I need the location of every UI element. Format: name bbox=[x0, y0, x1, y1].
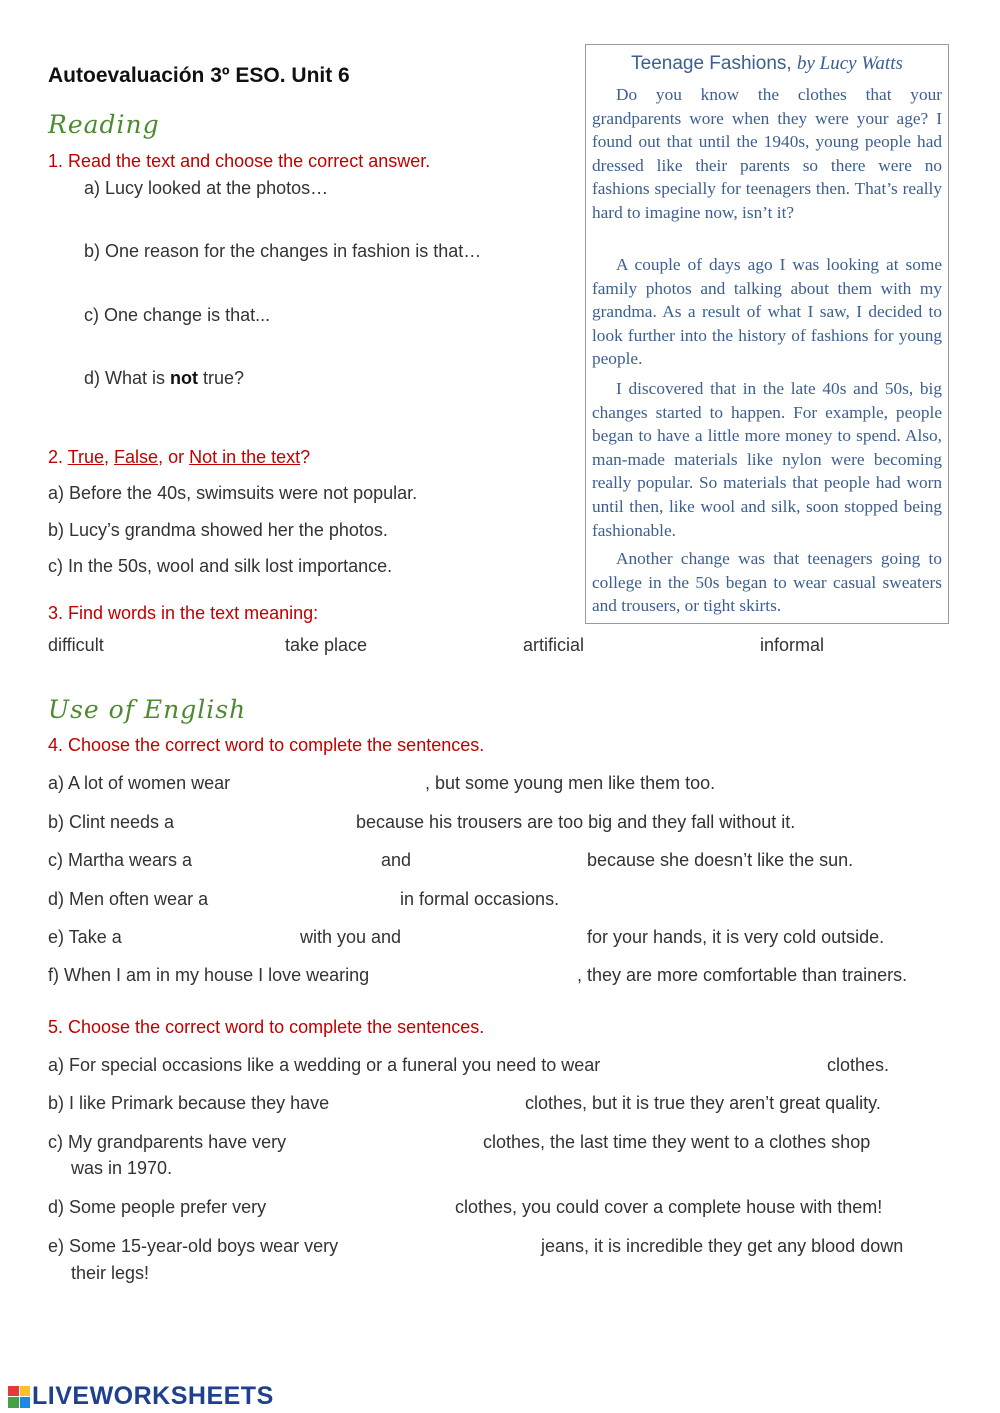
page-title: Autoevaluación 3º ESO. Unit 6 bbox=[48, 64, 350, 87]
q4-c-text: and bbox=[381, 850, 412, 870]
q4-f-text: f) When I am in my house I love wearing bbox=[48, 965, 370, 985]
q4-f-text: , they are more comfortable than trainers. bbox=[577, 965, 908, 985]
article-paragraph: Another change was that teenagers going to college in the 50s began to wear casual sweaters and trousers, or tight skirts. bbox=[592, 549, 942, 616]
article-title: Teenage Fashions, by Lucy Watts bbox=[631, 53, 903, 74]
q4-e-text: e) Take a bbox=[48, 927, 122, 947]
q4-f-blank[interactable] bbox=[410, 962, 570, 989]
q5-a-blank[interactable] bbox=[656, 1052, 820, 1079]
q4-d-blank[interactable] bbox=[234, 886, 394, 913]
question-2-item-a: a) Before the 40s, swimsuits were not popular. bbox=[48, 483, 418, 503]
question-5-title: 5. Choose the correct word to complete the sentences. bbox=[48, 1017, 485, 1037]
q5-a-text: clothes. bbox=[827, 1055, 890, 1075]
q5-c-text: clothes, the last time they went to a clothes shop bbox=[483, 1132, 871, 1152]
logo-square bbox=[20, 1386, 31, 1397]
liveworksheets-logo[interactable] bbox=[8, 1382, 274, 1411]
question-1-item-d: d) What is not true? bbox=[84, 368, 245, 388]
question-1-item-b: b) One reason for the changes in fashion is that… bbox=[84, 241, 482, 261]
section-heading-reading: Reading bbox=[48, 110, 160, 139]
article-author: by Lucy Watts bbox=[796, 53, 903, 74]
q5-d-blank[interactable] bbox=[294, 1194, 448, 1221]
q4-a-blank[interactable] bbox=[262, 770, 422, 797]
q5-e-blank[interactable] bbox=[370, 1233, 534, 1260]
q5-b-text: clothes, but it is true they aren’t great quality. bbox=[525, 1093, 881, 1113]
q4-c-text: c) Martha wears a bbox=[48, 850, 193, 870]
logo-square bbox=[8, 1397, 19, 1408]
logo-text: LIVEWORKSHEETS bbox=[32, 1382, 274, 1410]
question-1-item-c: c) One change is that... bbox=[84, 305, 271, 325]
question-3-word: artificial bbox=[523, 635, 585, 655]
q4-c-blank-2[interactable] bbox=[420, 847, 580, 874]
q4-b-text: because his trousers are too big and they fall without it. bbox=[356, 812, 796, 832]
q4-b-text: b) Clint needs a bbox=[48, 812, 175, 832]
q4-e-blank-1[interactable] bbox=[134, 924, 294, 951]
question-2-item-c: c) In the 50s, wool and silk lost importance. bbox=[48, 556, 393, 576]
logo-square bbox=[8, 1386, 19, 1397]
question-3-word: take place bbox=[285, 635, 368, 655]
article-paragraph: Do you know the clothes that your grandparents wore when they were your age? I found out that until the 1940s, young people had dressed like their parents so there were no fashions specially for teenagers then. That’s really hard to imagine now, isn’t it? bbox=[592, 85, 942, 222]
q5-b-blank[interactable] bbox=[358, 1090, 518, 1117]
q4-e-text: with you and bbox=[300, 927, 402, 947]
question-3-word: difficult bbox=[48, 635, 104, 655]
question-2-item-b: b) Lucy’s grandma showed her the photos. bbox=[48, 520, 388, 540]
section-heading-use-of-english: Use of English bbox=[48, 695, 247, 724]
q5-c-text: c) My grandparents have very bbox=[48, 1132, 287, 1152]
q4-c-text: because she doesn’t like the sun. bbox=[587, 850, 854, 870]
q4-a-text: , but some young men like them too. bbox=[425, 773, 716, 793]
q4-b-blank[interactable] bbox=[190, 809, 350, 836]
logo-grid-icon bbox=[8, 1386, 30, 1408]
question-2-title: 2. True, False, or Not in the text? bbox=[48, 447, 311, 467]
question-3-word: informal bbox=[760, 635, 825, 655]
q4-d-text: in formal occasions. bbox=[400, 889, 560, 909]
reading-text-box bbox=[585, 44, 949, 624]
q4-e-blank-2[interactable] bbox=[420, 924, 580, 951]
q5-c-blank[interactable] bbox=[318, 1129, 478, 1156]
question-1-item-a: a) Lucy looked at the photos… bbox=[84, 178, 329, 198]
article-paragraph: I discovered that in the late 40s and 50s, big changes started to happen. For example, people began to have a little more money to spend. Also, man-made materials like nylon were becoming really popular. So materials that people had worn until then, like wool and silk, soon stopped being fashionable. bbox=[592, 379, 942, 540]
q5-e-text: e) Some 15-year-old boys wear very bbox=[48, 1236, 339, 1256]
q5-e-text: their legs! bbox=[71, 1263, 150, 1283]
q5-d-text: d) Some people prefer very bbox=[48, 1197, 267, 1217]
q4-e-text: for your hands, it is very cold outside. bbox=[587, 927, 885, 947]
q4-a-text: a) A lot of women wear bbox=[48, 773, 231, 793]
question-1-title: 1. Read the text and choose the correct answer. bbox=[48, 151, 431, 171]
article-paragraph: A couple of days ago I was looking at some family photos and talking about them with my grandma. As a result of what I saw, I decided to look further into the history of fashions for young people. bbox=[592, 255, 942, 369]
q5-b-text: b) I like Primark because they have bbox=[48, 1093, 330, 1113]
q5-a-text: a) For special occasions like a wedding or a funeral you need to wear bbox=[48, 1055, 601, 1075]
question-3-title: 3. Find words in the text meaning: bbox=[48, 603, 319, 623]
q5-d-text: clothes, you could cover a complete house with them! bbox=[455, 1197, 883, 1217]
logo-square bbox=[20, 1397, 31, 1408]
q4-d-text: d) Men often wear a bbox=[48, 889, 209, 909]
q5-c-text: was in 1970. bbox=[71, 1158, 173, 1178]
q5-e-text: jeans, it is incredible they get any blood down bbox=[541, 1236, 904, 1256]
q4-c-blank-1[interactable] bbox=[214, 847, 374, 874]
question-4-title: 4. Choose the correct word to complete the sentences. bbox=[48, 735, 485, 755]
